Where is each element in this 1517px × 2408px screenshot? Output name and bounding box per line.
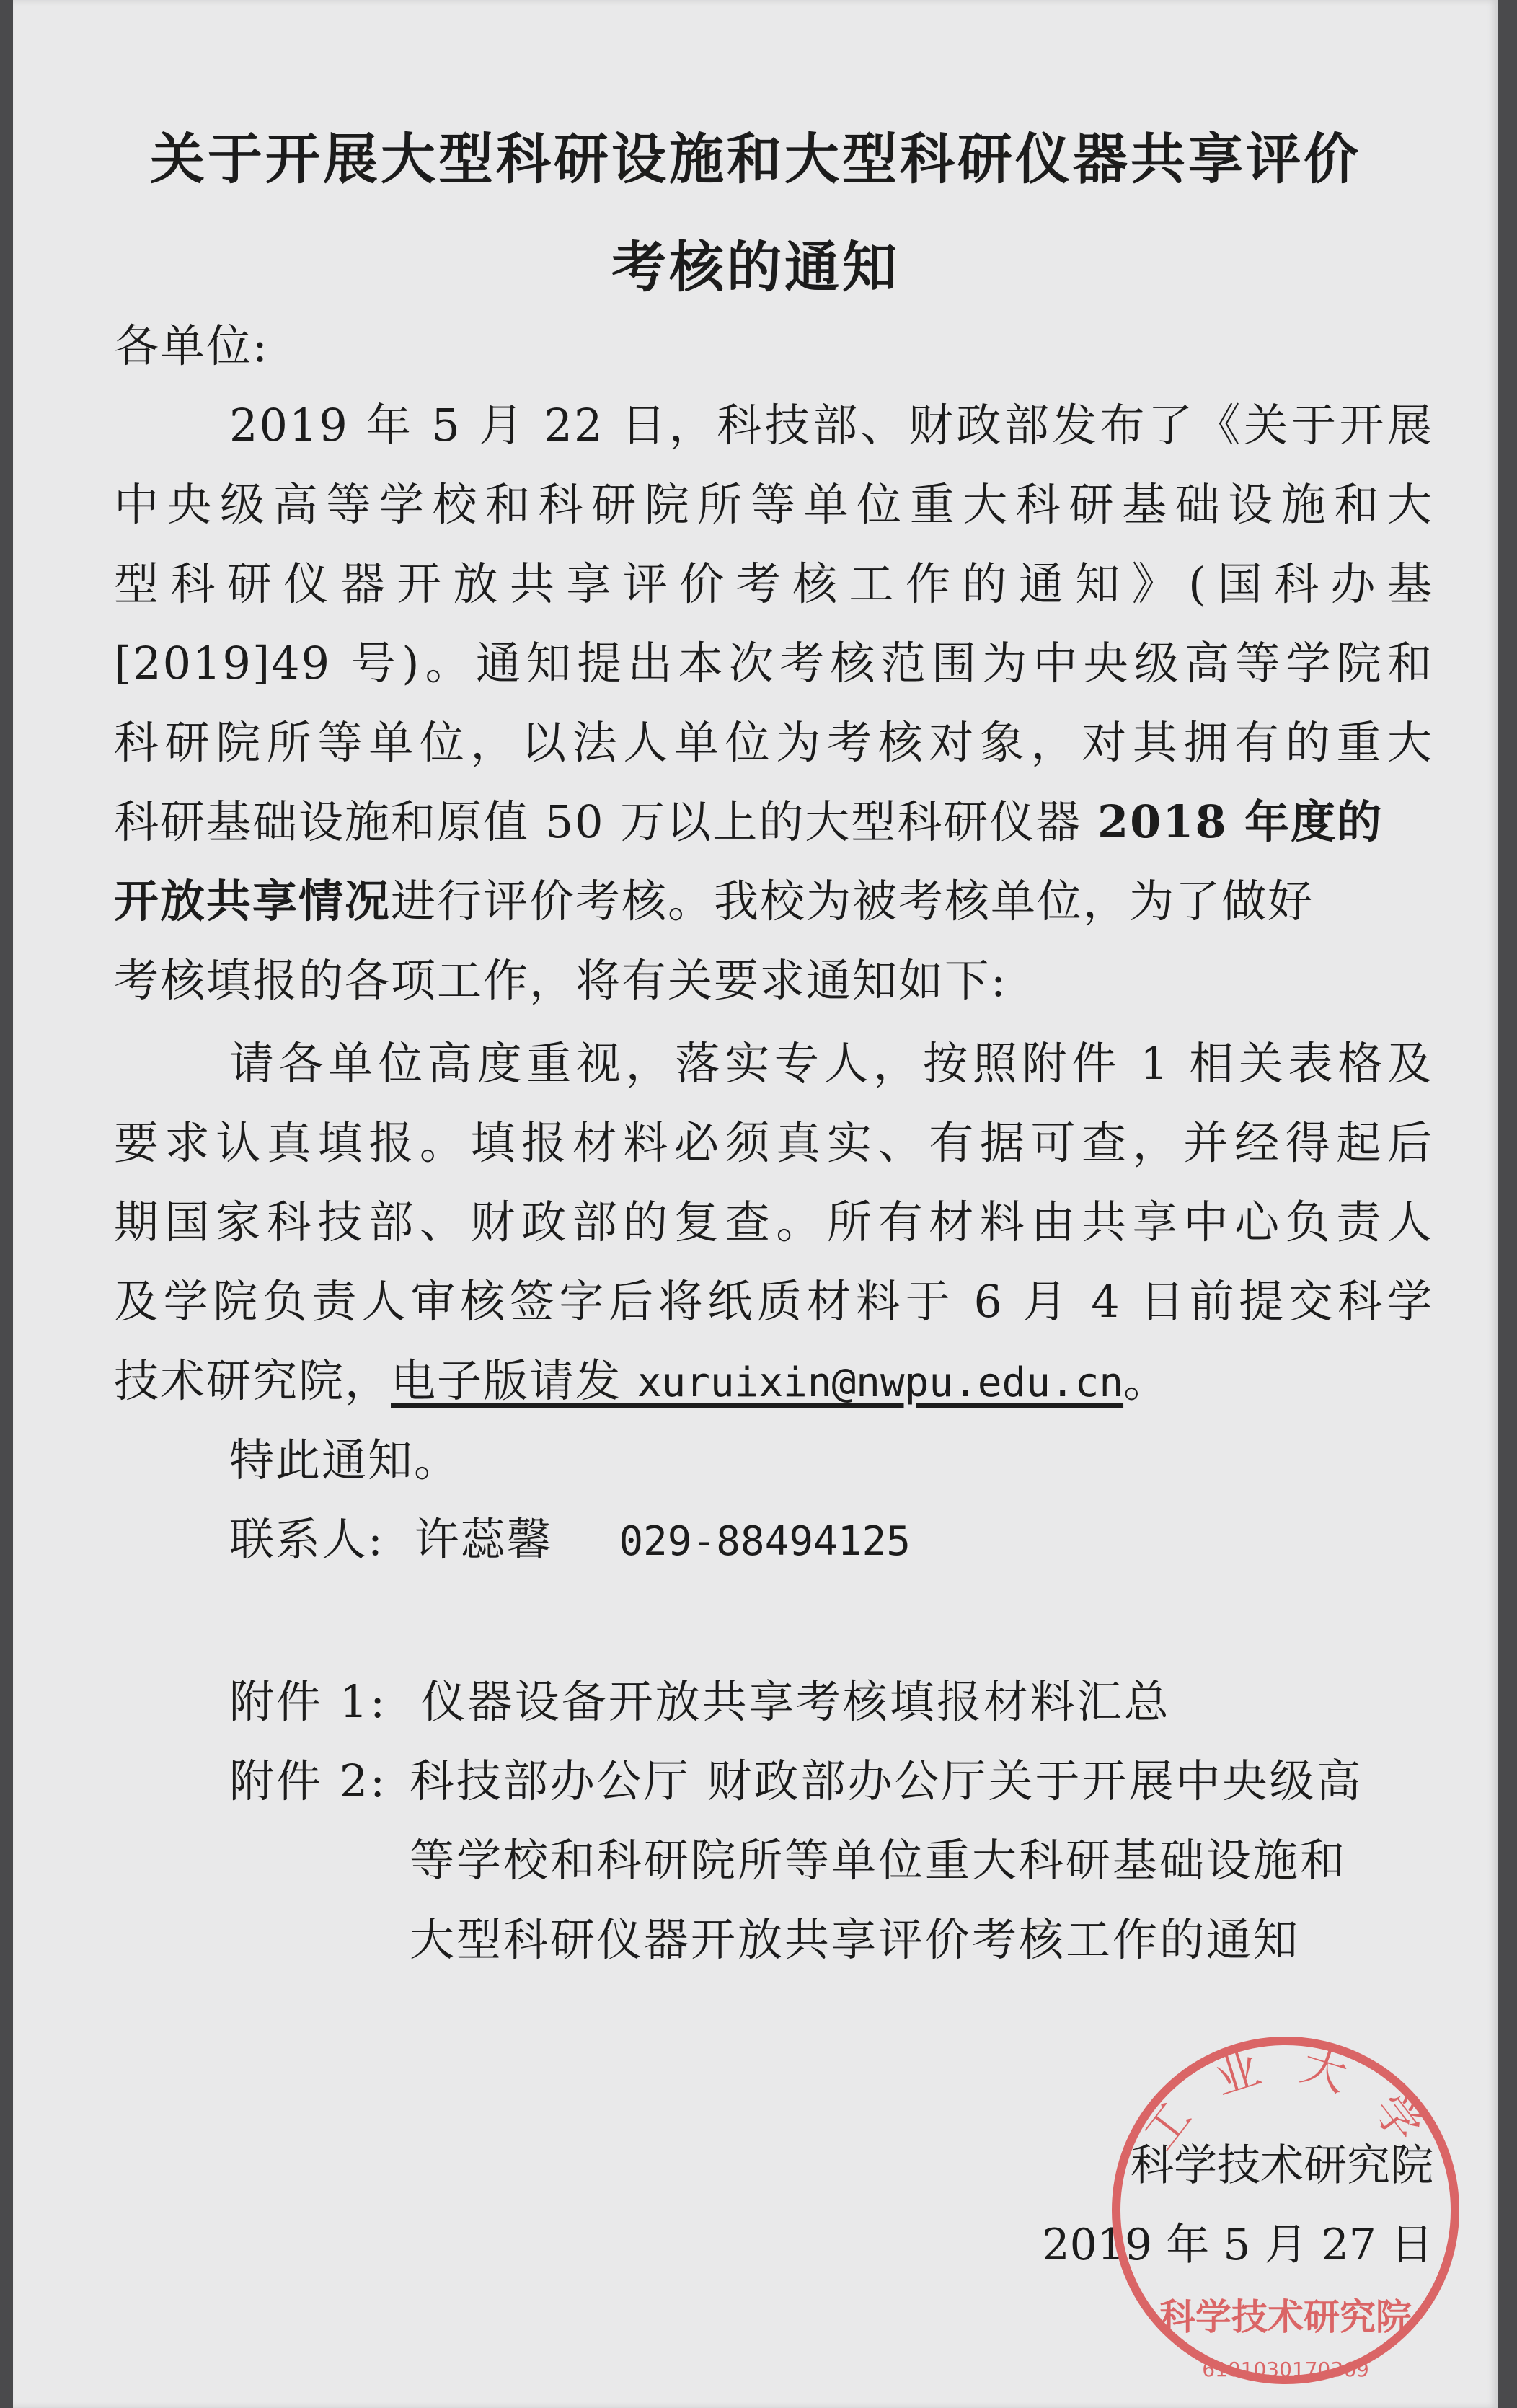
attachment-2-line1: 科技部办公厅 财政部办公厅关于开展中央级高: [409, 1755, 1363, 1807]
para1-line4: [2019]49 号)。通知提出本次考核范围为中央级高等学院和: [114, 637, 1433, 689]
attachment-2-line3: 大型科研仪器开放共享评价考核工作的通知: [410, 1913, 1301, 1966]
salutation: 各单位:: [114, 319, 269, 372]
para1-line7: [114, 865, 1314, 930]
attachment-1: [229, 1666, 1171, 1730]
para2-line3: 期国家科技部、财政部的复查。所有材料由共享中心负责人: [114, 1196, 1433, 1248]
title-line-2: 考核的通知: [611, 235, 900, 299]
email-link[interactable]: xuruixin@nwpu.edu.cn: [637, 1359, 1124, 1406]
para1-line2: 中央级高等学校和科研院所等单位重大科研基础设施和大: [114, 478, 1433, 531]
closing: 特此通知。: [229, 1434, 461, 1486]
para2-line5: [114, 1345, 1169, 1409]
para1-line7-text: 进行评价考核。我校为被考核单位，为了做好: [391, 875, 1314, 927]
contact-phone: 029-88494125: [619, 1518, 911, 1565]
email-instruction-text: 电子版请发: [391, 1354, 622, 1407]
contact-name: 许蕊馨: [414, 1513, 553, 1566]
email-instruction: [391, 1354, 1123, 1407]
para2-line5-text: 技术研究院，: [114, 1354, 392, 1407]
para1-line5: 科研院所等单位，以法人单位为考核对象，对其拥有的重大: [114, 716, 1433, 769]
seal-top-text: 工 业 大 学: [1133, 2038, 1438, 2160]
para1-line3: 型科研仪器开放共享评价考核工作的通知》(国科办基: [114, 557, 1433, 610]
para1-line1: 2019 年 5 月 22 日，科技部、财政部发布了《关于开展: [229, 399, 1433, 451]
attachment-2-label: 附件 2:: [229, 1755, 388, 1807]
signature-org: 科学技术研究院: [1131, 2140, 1433, 2191]
para1-line6: [114, 786, 1383, 850]
para2-line2: 要求认真填报。填报材料必须真实、有据可查，并经得起后: [114, 1116, 1433, 1169]
signature-date: 2019 年 5 月 27 日: [1042, 2220, 1433, 2270]
contact-line: [229, 1504, 911, 1568]
para1-line6-text: 科研基础设施和原值 50 万以上的大型科研仪器: [114, 795, 1098, 848]
document-page: [13, 0, 1498, 2408]
attachment-1-text: 仪器设备开放共享考核填报材料汇总: [420, 1675, 1171, 1728]
para1-line6-bold: 2018 年度的: [1097, 795, 1384, 848]
attachment-2-line2: 等学校和科研院所等单位重大科研基础设施和: [410, 1834, 1348, 1887]
attachment-2: [229, 1745, 1363, 1809]
title-line-1: 关于开展大型科研设施和大型科研仪器共享评价: [150, 127, 1361, 191]
contact-label: 联系人:: [229, 1513, 384, 1566]
para2-line1: 请各单位高度重视，落实专人，按照附件 1 相关表格及: [229, 1037, 1433, 1090]
seal-code: 6101030170369: [1202, 2358, 1369, 2381]
para2-line4: 及学院负责人审核签字后将纸质材料于 6 月 4 日前提交科学: [114, 1275, 1433, 1328]
attachment-1-label: 附件 1:: [229, 1675, 388, 1728]
para2-line5-end: 。: [1123, 1354, 1170, 1407]
para1-line7-bold: 开放共享情况: [114, 875, 392, 927]
seal-bottom-text: 科学技术研究院: [1159, 2296, 1412, 2338]
para1-line8: 考核填报的各项工作，将有关要求通知如下:: [114, 954, 1007, 1007]
